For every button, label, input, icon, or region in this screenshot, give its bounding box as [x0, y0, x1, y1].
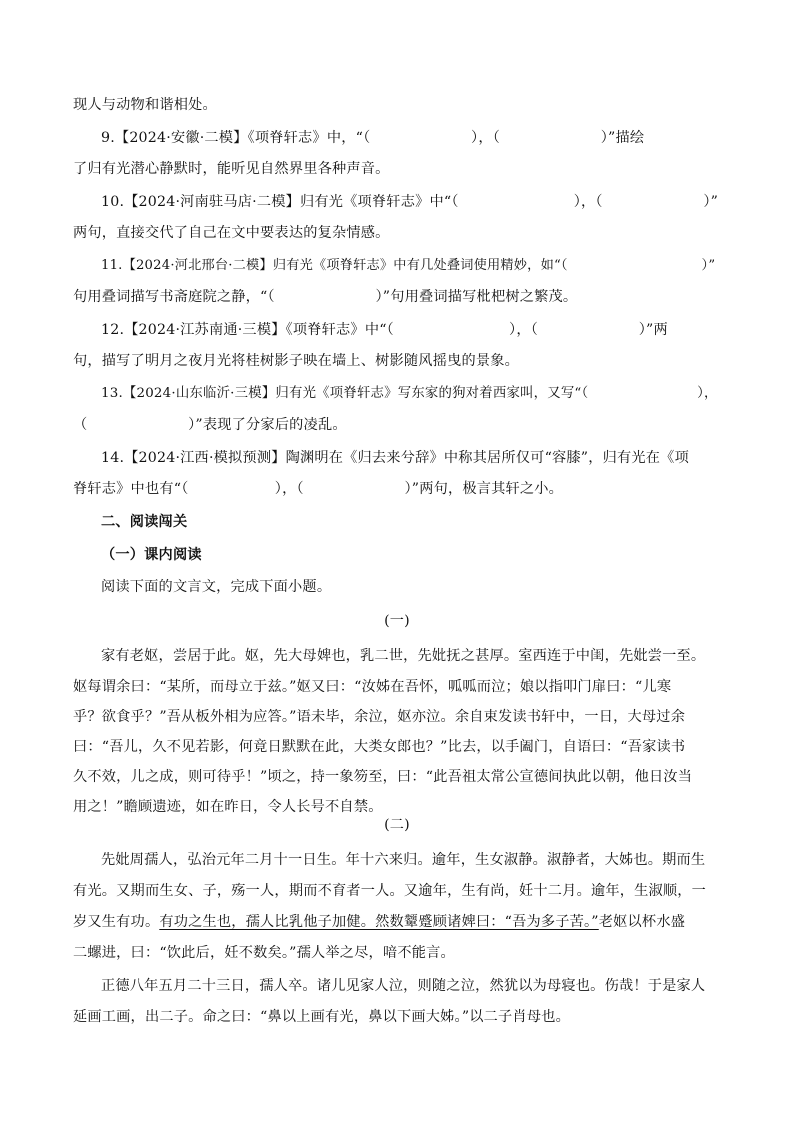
passage-2-line: 二螺进，曰：“饮此后，妊不数矣。”孺人举之尽，喑不能言。: [73, 945, 455, 961]
question-10-line-2: 两句，直接交代了自己在文中要表达的复杂情感。: [73, 225, 390, 241]
question-11-line-2: 句用叠词描写书斋庭院之静，“（ ）”句用叠词描写枇杷树之繁茂。: [73, 289, 578, 305]
question-12-line-2: 句，描写了明月之夜月光将桂树影子映在墙上、树影随风摇曳的景象。: [73, 353, 520, 369]
subsection-heading: （一）课内阅读: [101, 547, 202, 563]
intro-tail-line: 现人与动物和谐相处。: [73, 97, 217, 113]
passage-1-line: 用之！”瞻顾遗迹，如在昨日，令人长号不自禁。: [73, 799, 383, 815]
underlined-sentence: 有功之生也，孺人比乳他子加健。然数颦蹙顾诸婢曰：“吾为多子苦。”: [159, 914, 599, 930]
question-13-line-2: （ ）”表现了分家后的凌乱。: [73, 417, 347, 433]
passage-1-marker: (一): [384, 613, 410, 629]
passage-2-line: 正德八年五月二十三日，孺人卒。诸儿见家人泣，则随之泣，然犹以为母寝也。伤哉！于是家人: [101, 978, 706, 994]
passage-2-text: 老妪以杯水盛: [598, 914, 686, 930]
passage-2-text: 岁又生有功。: [73, 914, 160, 930]
question-13-line-1: 13.【2024·山东临沂·三模】归有光《项脊轩志》写东家的狗对着西家叫，又写“（ ），: [101, 386, 718, 401]
question-10-line-1: 10.【2024·河南驻马店·二模】归有光《项脊轩志》中“（ ），（ ）”: [101, 194, 719, 210]
passage-2-line-mixed: [73, 912, 685, 932]
question-11-line-1: 11.【2024·河北邢台·二模】归有光《项脊轩志》中有几处叠词使用精妙，如“（ ）”: [101, 258, 716, 273]
question-12-line-1: 12.【2024·江苏南通·三模】《项脊轩志》中“（ ），（ ）”两: [101, 322, 668, 338]
passage-2-line: 有光。又期而生女、子，殇一人，期而不育者一人。又逾年，生有尚，妊十二月。逾年，生淑顺，一: [73, 883, 707, 899]
reading-instruction: 阅读下面的文言文，完成下面小题。: [101, 579, 332, 595]
passage-2-line: 延画工画，出二子。命之曰：“鼻以上画有光，鼻以下画大姊。”以二子肖母也。: [73, 1009, 570, 1025]
passage-2-marker: (二): [384, 817, 410, 833]
section-heading: 二、阅读闯关: [101, 514, 188, 530]
question-14-line-1: 14.【2024·江西·模拟预测】陶渊明在《归去来兮辞》中称其居所仅可“容膝”，归有光在《项: [101, 450, 689, 466]
passage-1-line: 乎？欲食乎？”吾从板外相为应答。”语未毕，余泣，妪亦泣。余自束发读书轩中，一日，大母过余: [73, 709, 686, 725]
passage-1-line: 妪每谓余曰：“某所，而母立于兹。”妪又曰：“汝姊在吾怀，呱呱而泣；娘以指叩门扉曰：“儿寒: [73, 679, 672, 695]
passage-1-line: 久不效，儿之成，则可待乎！”顷之，持一象笏至，曰：“此吾祖太常公宣德间执此以朝，他日汝当: [73, 769, 693, 785]
passage-1-line: 曰：“吾儿，久不见若影，何竟日默默在此，大类女郎也？”比去，以手阖门，自语曰：“吾家读书: [73, 739, 686, 755]
question-9-line-1: 9.【2024·安徽·二模】《项脊轩志》中，“（ ），（ ）”描绘: [101, 130, 645, 146]
passage-1-line: 家有老妪，尝居于此。妪，先大母婢也，乳二世，先妣抚之甚厚。室西连于中闺，先妣尝一至。: [101, 648, 706, 664]
question-9-line-2: 了归有光潜心静默时，能听见自然界里各种声音。: [73, 161, 390, 177]
question-14-line-2: 脊轩志》中也有“（ ），（ ）”两句，极言其轩之小。: [73, 481, 564, 497]
passage-2-line: 先妣周孺人，弘治元年二月十一日生。年十六来归。逾年，生女淑静。淑静者，大姊也。期而生: [101, 852, 706, 868]
